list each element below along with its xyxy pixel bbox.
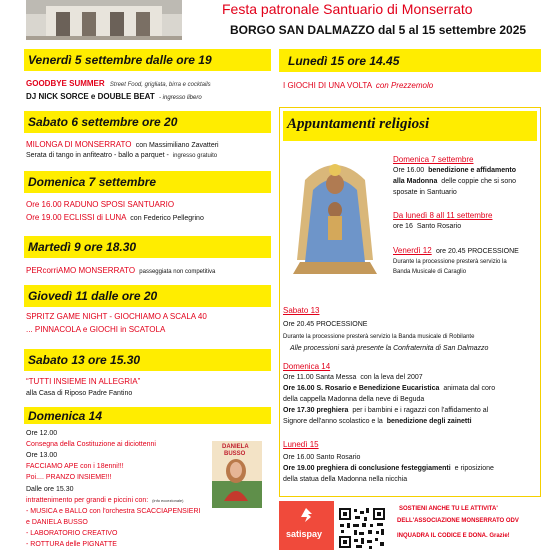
header-title: Festa patronale Santuario di Monserrato: [222, 1, 473, 17]
event-line: Dalle ore 15.30: [26, 486, 74, 493]
religious-text: delle coppie che si sono: [441, 178, 517, 185]
event-note: passeggiata non competitiva: [139, 269, 216, 275]
religious-line: Ore 20.45 PROCESSIONE: [283, 321, 368, 328]
singer-name-1: DANIELA: [222, 444, 249, 450]
religious-head: Lunedì 15: [283, 440, 319, 449]
event-line: [26, 92, 202, 101]
event-line: e DANIELA BUSSO: [26, 519, 88, 526]
event-line: [26, 152, 217, 159]
religious-line: Durante la processione presterà servizio la: [393, 259, 507, 265]
religious-text: benedizione e affidamento: [428, 167, 516, 174]
event-title-sabato-6: Sabato 6 settembre ore 20: [28, 115, 178, 129]
event-line: [26, 266, 215, 275]
event-line: “TUTTI INSIEME IN ALLEGRIA”: [26, 377, 141, 386]
singer-photo: [212, 441, 262, 508]
event-text: GOODBYE SUMMER: [26, 79, 105, 88]
religious-text: ore 16: [393, 223, 413, 230]
religious-title: Appuntamenti religiosi: [287, 116, 430, 132]
event-line: [283, 81, 433, 90]
church-photo: [26, 0, 182, 40]
donation-box: [390, 501, 541, 550]
religious-head: Domenica 14: [283, 362, 331, 371]
event-line: [26, 79, 211, 88]
event-text: Serata di tango in anfiteatro - ballo a parquet -: [26, 152, 169, 159]
religious-head: Venerdì 12: [393, 246, 432, 255]
event-note: con Massimiliano Zavatteri: [135, 142, 219, 149]
event-line: [26, 497, 184, 504]
event-note: ingresso gratuito: [172, 153, 218, 159]
event-text: DJ NICK SORCE e DOUBLE BEAT: [26, 92, 155, 101]
religious-line: Banda Musicale di Caraglio: [393, 269, 467, 275]
event-note: con Federico Pellegrino: [130, 215, 204, 222]
event-line: [26, 140, 219, 149]
event-text: I GIOCHI DI UNA VOLTA: [283, 81, 372, 90]
religious-line: [393, 167, 516, 174]
event-title-sabato-13: Sabato 13 ore 15.30: [28, 353, 141, 367]
religious-text: alla Madonna: [393, 178, 438, 185]
religious-text: con la leva del 2007: [360, 374, 423, 381]
religious-head: Sabato 13: [283, 306, 320, 315]
religious-line: Alle processioni sarà presente la Confraternita di San Dalmazzo: [290, 345, 489, 352]
religious-line: sposate in Santuario: [393, 189, 457, 196]
religious-text: Ore 11.00 Santa Messa: [283, 374, 357, 381]
qr-code[interactable]: [337, 506, 387, 550]
religious-text: Ore 16.00: [393, 167, 425, 174]
header-subtitle: BORGO SAN DALMAZZO dal 5 al 15 settembre 2025: [230, 23, 527, 37]
religious-line: della cappella Madonna della neve di Beguda: [283, 396, 425, 403]
event-title-giovedi-11: Giovedì 11 dalle ore 20: [28, 289, 158, 303]
event-line: Consegna della Costituzione ai diciottenni: [26, 441, 156, 448]
event-note: Street Food, grigliata, birra e cocktails: [109, 82, 211, 88]
event-line: Ore 12.00: [26, 430, 58, 437]
event-note: con Prezzemolo: [375, 81, 434, 90]
donation-line: SOSTIENI ANCHE TU LE ATTIVITA': [399, 506, 498, 512]
event-title-venerdi: Venerdì 5 settembre dalle ore 19: [28, 53, 212, 67]
religious-text: Ore 17.30 preghiera: [283, 407, 349, 414]
religious-line: [283, 385, 495, 392]
donation-line: DELL'ASSOCIAZIONE MONSERRATO ODV: [397, 518, 519, 524]
event-title-lunedi-15: Lunedì 15 ore 14.45: [288, 54, 400, 68]
religious-text: animata dal coro: [443, 385, 496, 392]
satispay-logo-icon: [298, 507, 314, 523]
religious-line: [393, 178, 516, 185]
religious-line: Ore 16.00 Santo Rosario: [283, 454, 361, 461]
religious-line: [393, 223, 461, 230]
event-text: PERcorriAMO MONSERRATO: [26, 266, 136, 275]
religious-line: della statua della Madonna nella nicchia: [283, 476, 408, 483]
event-note: - ingresso libero: [159, 95, 202, 101]
religious-line: [283, 407, 488, 414]
event-line: Ore 13.00: [26, 452, 58, 459]
event-line: - MUSICA e BALLO con l'orchestra SCACCIAPENSIERI: [26, 508, 201, 515]
singer-name-2: BUSSO: [224, 451, 246, 457]
madonna-statue-image: [285, 150, 385, 275]
satispay-brand: satispay: [286, 529, 323, 539]
event-title-martedi-9: Martedì 9 ore 18.30: [28, 240, 137, 254]
event-line: ... PINNACOLA e GIOCHI in SCATOLA: [26, 325, 166, 334]
religious-text: benedizione degli zainetti: [386, 418, 472, 425]
religious-line: [283, 465, 494, 472]
event-line: alla Casa di Riposo Padre Fantino: [26, 390, 133, 397]
event-line: - ROTTURA delle PIGNATTE: [26, 541, 117, 548]
religious-line: [393, 246, 519, 255]
event-line: - LABORATORIO CREATIVO: [26, 530, 118, 537]
donation-line: INQUADRA IL CODICE E DONA. Grazie!: [397, 533, 510, 539]
event-line: FACCIAMO APE con i 18enni!!!: [26, 463, 124, 470]
event-text: MILONGA DI MONSERRATO: [26, 140, 132, 149]
religious-line: [283, 418, 472, 425]
religious-line: [283, 374, 423, 381]
religious-text: Signore dell'anno scolastico e la: [283, 418, 383, 425]
event-text: Ore 19.00 ECLISSI di LUNA: [26, 213, 127, 222]
event-line: [26, 213, 204, 222]
religious-text: per i bambini e i ragazzi con l'affidamento al: [352, 407, 489, 414]
religious-line: Durante la processione presterà servizio la Banda musicale di Robilante: [283, 334, 475, 340]
event-title-domenica-14: Domenica 14: [28, 409, 103, 423]
event-title-domenica-7: Domenica 7 settembre: [28, 175, 157, 189]
religious-head: Da lunedì 8 all 11 settembre: [393, 211, 493, 220]
satispay-box[interactable]: [279, 501, 334, 550]
event-text: intrattenimento per grandi e piccini con:: [26, 497, 149, 504]
religious-head: Domenica 7 settembre: [393, 155, 474, 164]
event-line: Ore 16.00 RADUNO SPOSI SANTUARIO: [26, 200, 175, 209]
religious-text: ore 20.45 PROCESSIONE: [435, 248, 519, 255]
event-line: Poi.... PRANZO INSIEME!!!: [26, 474, 112, 481]
event-note: (info eccezionale): [152, 498, 184, 503]
religious-text: Ore 16.00 S. Rosario e Benedizione Eucaristica: [283, 385, 440, 392]
religious-text: e riposizione: [454, 465, 494, 472]
religious-text: Santo Rosario: [416, 223, 462, 230]
event-line: SPRITZ GAME NIGHT - GIOCHIAMO A SCALA 40: [26, 312, 207, 321]
religious-text: Ore 19.00 preghiera di conclusione festeggiamenti: [283, 465, 451, 472]
